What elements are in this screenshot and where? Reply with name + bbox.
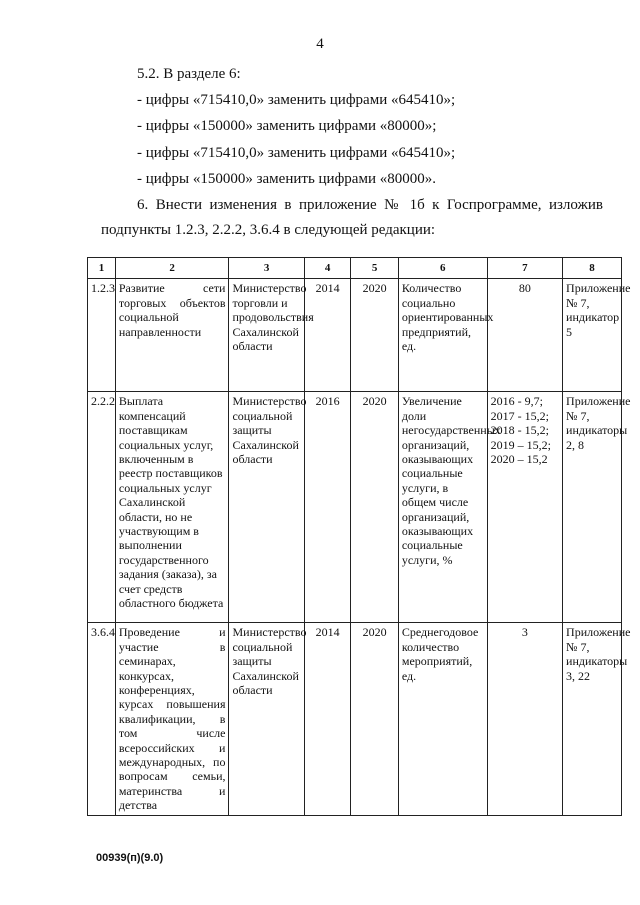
document-code: 00939(п)(9.0) xyxy=(96,852,164,864)
amendment-line: - цифры «715410,0» заменить цифрами «645410»; xyxy=(137,92,456,108)
measure-name: Проведение и участие в семинарах, конкурсах, конференциях, курсах повышения квалификации, в том числе всероссийских и международных, по вопросам семьи, материнства и детства xyxy=(115,623,229,815)
appendix-link: Приложение № 7, индикаторы 3, 22 xyxy=(563,623,622,815)
column-header: 3 xyxy=(229,258,304,279)
section-heading: 5.2. В разделе 6: xyxy=(137,66,241,82)
column-header: 2 xyxy=(115,258,229,279)
column-header: 5 xyxy=(351,258,399,279)
indicator-value: 2016 - 9,7; 2017 - 15,2; 2018 - 15,2; 2019 – 15,2; 2020 – 15,2 xyxy=(487,392,562,623)
page-number: 4 xyxy=(316,36,324,52)
column-header: 6 xyxy=(398,258,487,279)
indicator: Количество социально ориентированных предприятий, ед. xyxy=(398,279,487,392)
start-year: 2016 xyxy=(304,392,350,623)
end-year: 2020 xyxy=(351,623,399,815)
subitem-number: 3.6.4 xyxy=(88,623,116,815)
subitem-number: 1.2.3 xyxy=(88,279,116,392)
column-header: 8 xyxy=(563,258,622,279)
end-year: 2020 xyxy=(351,392,399,623)
measure-name: Выплата компенсаций поставщикам социальных услуг, включенным в реестр поставщиков социальных услуг Сахалинской области, но не участвующим в выполнении государственного задания (заказа), за счет средств областного бюджета xyxy=(115,392,229,623)
amendment-line: - цифры «150000» заменить цифрами «80000». xyxy=(137,171,436,187)
column-header: 7 xyxy=(487,258,562,279)
executor: Министерство социальной защиты Сахалинской области xyxy=(229,392,304,623)
table-header-row xyxy=(88,258,622,279)
item-6-paragraph-continuation: подпункты 1.2.3, 2.2.2, 3.6.4 в следующей редакции: xyxy=(101,222,436,238)
end-year: 2020 xyxy=(351,279,399,392)
indicator: Среднегодовое количество мероприятий, ед. xyxy=(398,623,487,815)
column-header: 4 xyxy=(304,258,350,279)
start-year: 2014 xyxy=(304,279,350,392)
indicator-value: 80 xyxy=(487,279,562,392)
table-row xyxy=(88,392,622,623)
amendment-line: - цифры «150000» заменить цифрами «80000»; xyxy=(137,118,437,134)
subitem-number: 2.2.2 xyxy=(88,392,116,623)
executor: Министерство торговли и продовольствия Сахалинской области xyxy=(229,279,304,392)
start-year: 2014 xyxy=(304,623,350,815)
item-6-paragraph: 6. Внести изменения в приложение № 1б к Госпрограмме, изложив xyxy=(137,197,603,213)
table-row xyxy=(88,623,622,815)
table-row xyxy=(88,279,622,392)
appendix-link: Приложение № 7, индикатор 5 xyxy=(563,279,622,392)
measure-name: Развитие сети торговых объектов социальной направленности xyxy=(115,279,229,392)
indicator-value: 3 xyxy=(487,623,562,815)
amendment-line: - цифры «715410,0» заменить цифрами «645410»; xyxy=(137,145,456,161)
column-header: 1 xyxy=(88,258,116,279)
indicator: Увеличение доли негосударственных организаций, оказывающих социальные услуги, в общем числе организаций, оказывающих социальные услуги, % xyxy=(398,392,487,623)
appendix-link: Приложение № 7, индикаторы 2, 8 xyxy=(563,392,622,623)
executor: Министерство социальной защиты Сахалинской области xyxy=(229,623,304,815)
amendment-table xyxy=(87,257,631,816)
